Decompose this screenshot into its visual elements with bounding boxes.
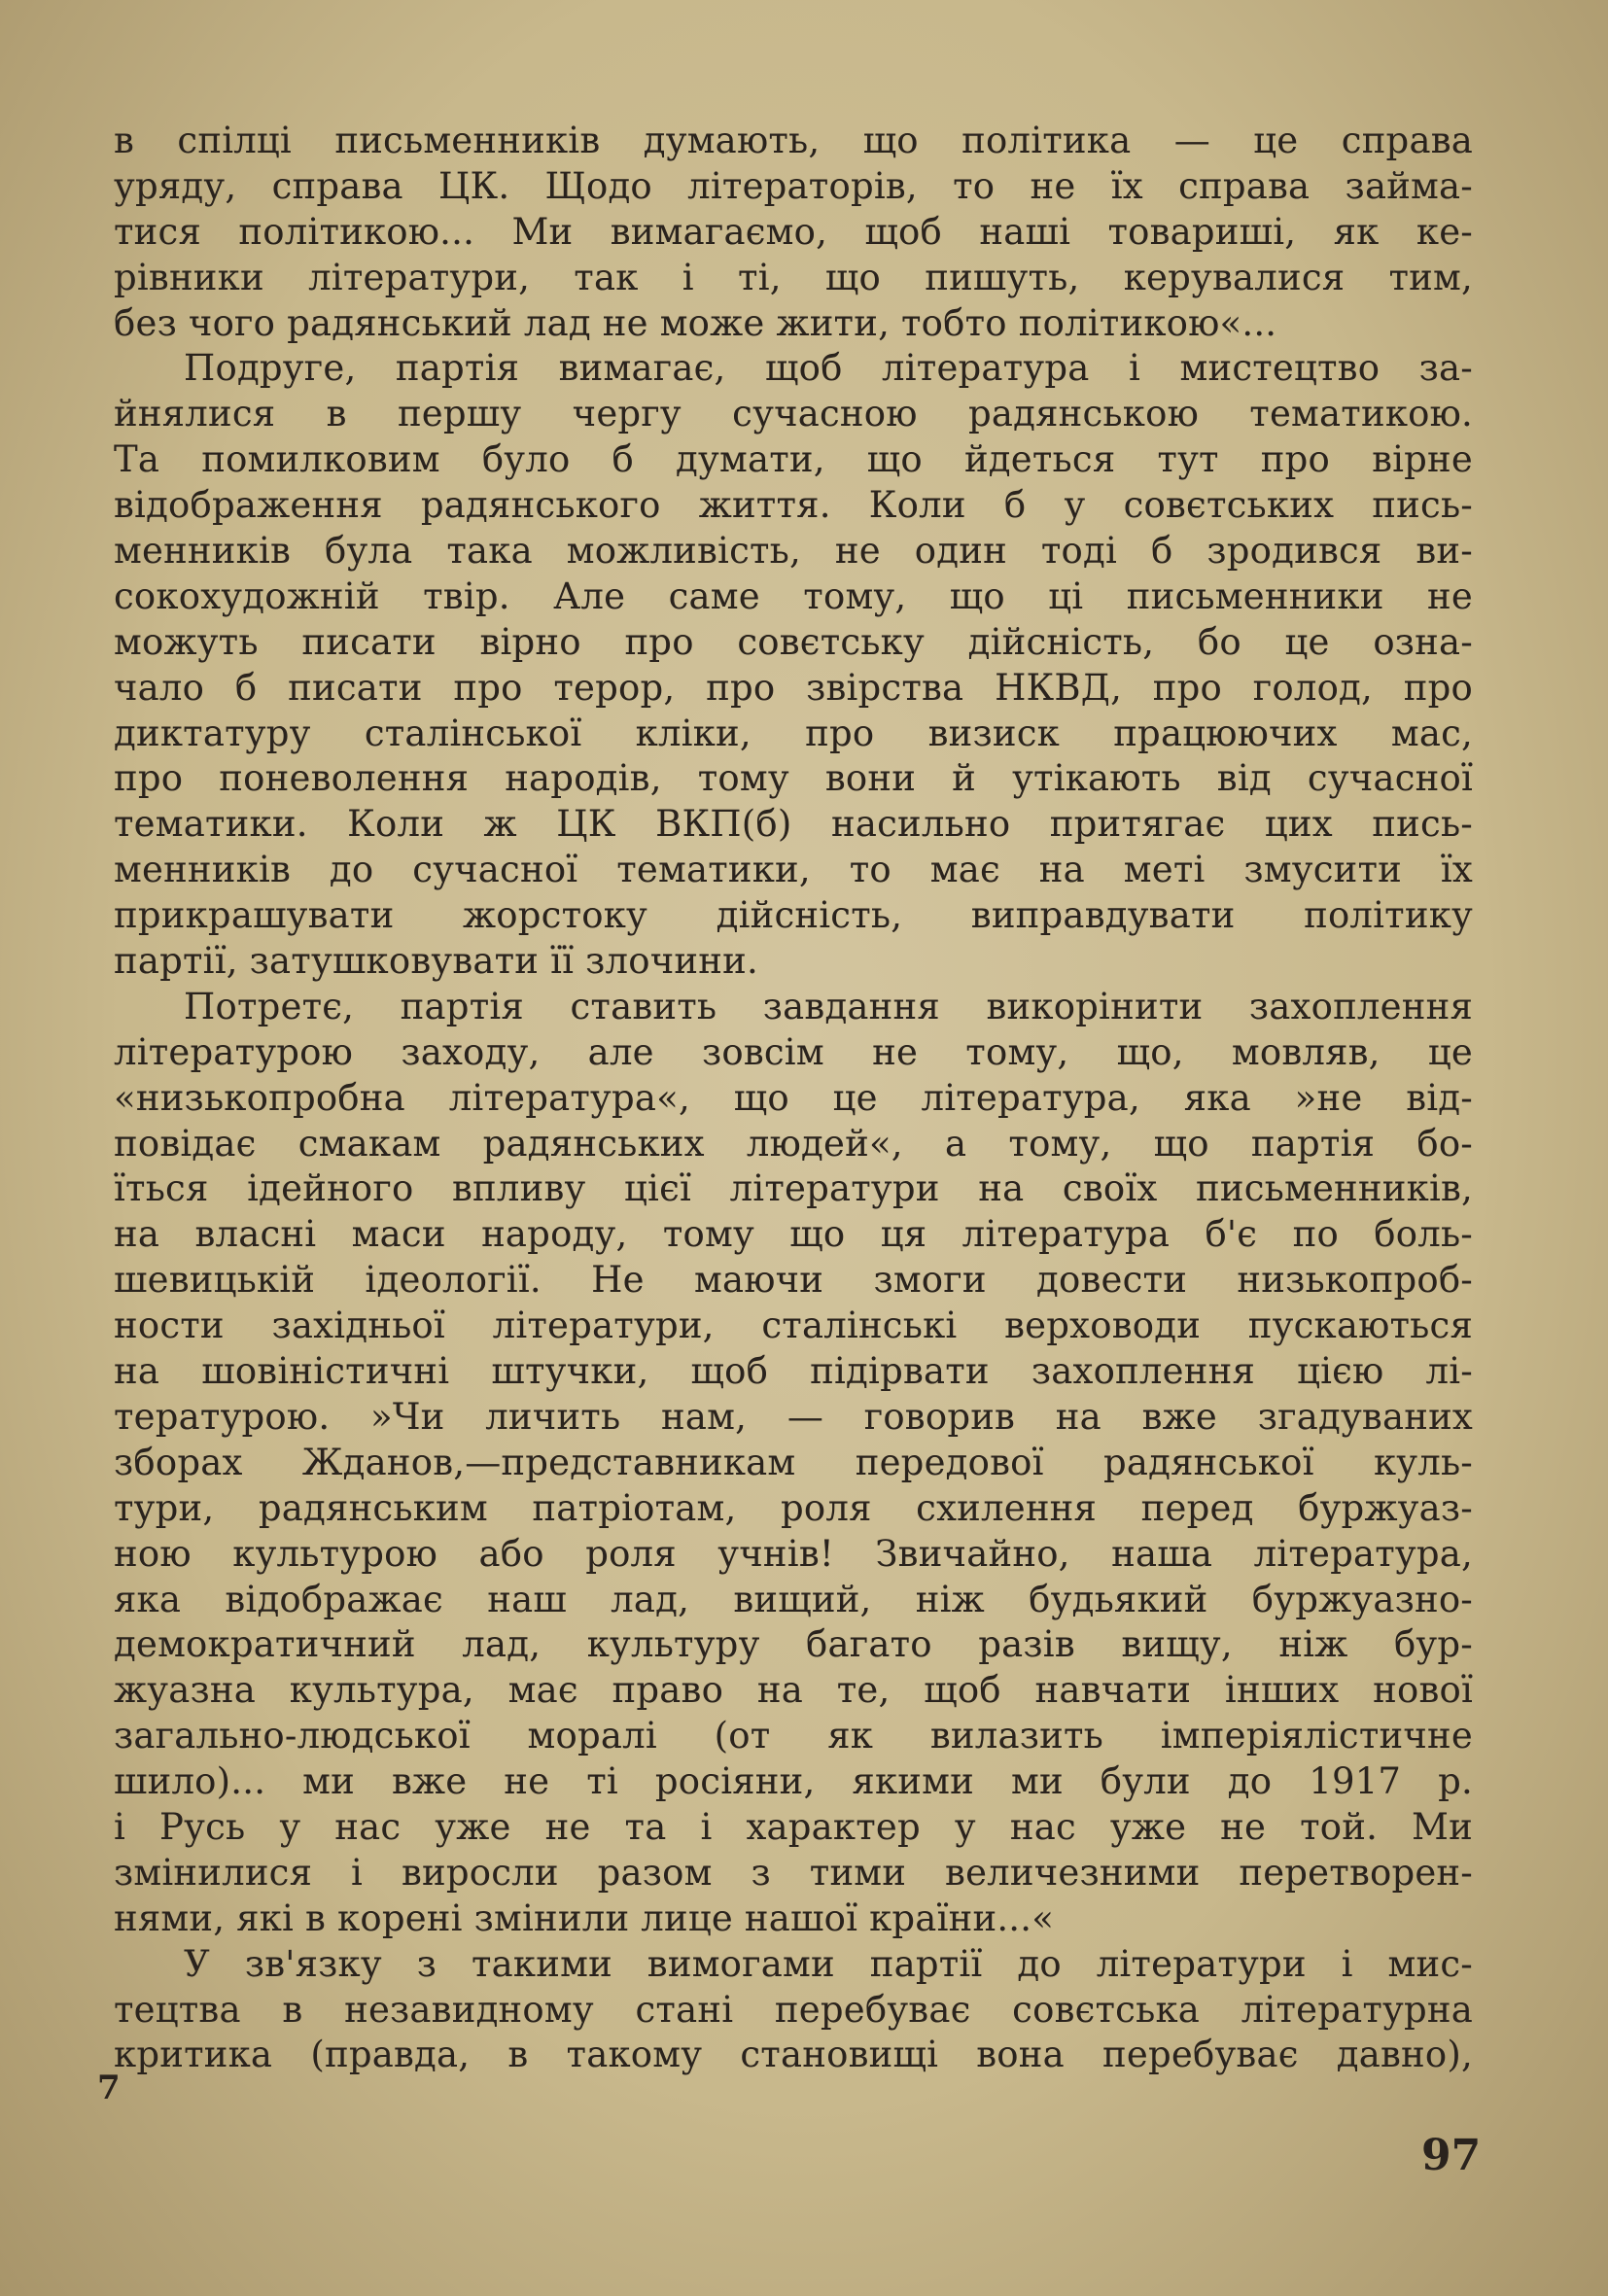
text-line: в спілці письменників думають, що політика — це справа (114, 120, 1473, 161)
text-line: менників до сучасної тематики, то має на меті змусити їх (114, 849, 1473, 891)
text-line: тературою. »Чи личить нам, — говорив на вже згадуваних (114, 1395, 1473, 1438)
text-line: рівники літератури, так і ті, що пишуть, керувалися тим, (114, 256, 1473, 298)
text-line: і Русь у нас уже не та і характер у нас уже не той. Ми (114, 1805, 1473, 1848)
text-line: У зв'язку з такими вимогами партії до літератури і мис- (184, 1942, 1473, 1985)
text-line: тецтва в незавидному стані перебуває совєтська літературна (114, 1988, 1473, 2031)
text-line: йнялися в першу чергу сучасною радянською тематикою. (114, 393, 1473, 435)
text-line: критика (правда, в такому становищі вона перебуває давно), (114, 2034, 1473, 2076)
text-line: диктатуру сталінської кліки, про визиск працюючих мас, (114, 712, 1473, 754)
text-line: ности західньої літератури, сталінські верховоди пускаються (114, 1305, 1473, 1347)
text-line: уряду, справа ЦК. Щодо літераторів, то не їх справа займа- (114, 164, 1473, 207)
text-line: можуть писати вірно про совєтську дійсність, бо це озна- (114, 620, 1473, 663)
text-line: яка відображає наш лад, вищий, ніж будьякий буржуазно- (114, 1578, 1473, 1620)
text-line: Та помилковим було б думати, що йдеться тут про вірне (114, 438, 1473, 481)
text-line: нями, які в корені змінили лице нашої країни...« (114, 1896, 1055, 1939)
text-line: тематики. Коли ж ЦК ВКП(б) насильно притягає цих пись- (114, 803, 1473, 846)
page-number: 97 (1421, 2131, 1482, 2180)
text-line: ною культурою або роля учнів! Звичайно, наша література, (114, 1532, 1473, 1575)
text-line: зборах Жданов,—представникам передової радянської куль- (114, 1441, 1473, 1483)
text-line: демократичний лад, культуру багато разів вищу, ніж бур- (114, 1623, 1473, 1666)
page-body-text (114, 119, 1473, 2078)
text-line: «низькопробна література«, що це література, яка »не від- (114, 1076, 1473, 1119)
text-line: змінилися і виросли разом з тими величезними перетворен- (114, 1851, 1473, 1894)
text-line: партії, затушковувати її злочини. (114, 940, 758, 983)
text-line: загально-людської моралі (от як вилазить імперіялістичне (114, 1715, 1473, 1757)
text-line: на шовіністичні штучки, щоб підірвати захоплення цією лі- (114, 1350, 1473, 1393)
text-line: про поневолення народів, тому вони й утікають від сучасної (114, 757, 1473, 800)
text-line: повідає смакам радянських людей«, а тому, що партія бо- (114, 1122, 1473, 1165)
text-line: без чого радянський лад не може жити, тобто політикою«... (114, 301, 1277, 344)
text-line: сокохудожній твір. Але саме тому, що ці письменники не (114, 574, 1473, 617)
text-line: Подруге, партія вимагає, щоб література і мистецтво за- (184, 347, 1473, 390)
text-line: менників була така можливість, не один тоді б зродився ви- (114, 530, 1473, 573)
text-line: жуазна культура, має право на те, щоб навчати інших нової (114, 1669, 1473, 1712)
signature-mark: 7 (97, 2069, 121, 2107)
text-line: прикрашувати жорстоку дійсність, виправдувати політику (114, 894, 1473, 937)
text-line: тури, радянським патріотам, роля схилення перед буржуаз- (114, 1486, 1473, 1529)
text-line: шевицькій ідеології. Не маючи змоги довести низькопроб- (114, 1259, 1473, 1302)
text-line: відображення радянського життя. Коли б у совєтських пись- (114, 484, 1473, 527)
text-line: літературою заходу, але зовсім не тому, що, мовляв, це (114, 1030, 1473, 1073)
text-line: тися політикою... Ми вимагаємо, щоб наші товариші, як ке- (114, 210, 1473, 253)
text-line: їться ідейного впливу цієї літератури на своїх письменників, (114, 1167, 1473, 1210)
text-line: шило)... ми вже не ті росіяни, якими ми були до 1917 р. (114, 1760, 1473, 1803)
text-line: чало б писати про терор, про звірства НКВД, про голод, про (114, 666, 1473, 709)
text-line: Потретє, партія ставить завдання викорінити захоплення (184, 985, 1473, 1027)
text-line: на власні маси народу, тому що ця література б'є по боль- (114, 1213, 1473, 1256)
